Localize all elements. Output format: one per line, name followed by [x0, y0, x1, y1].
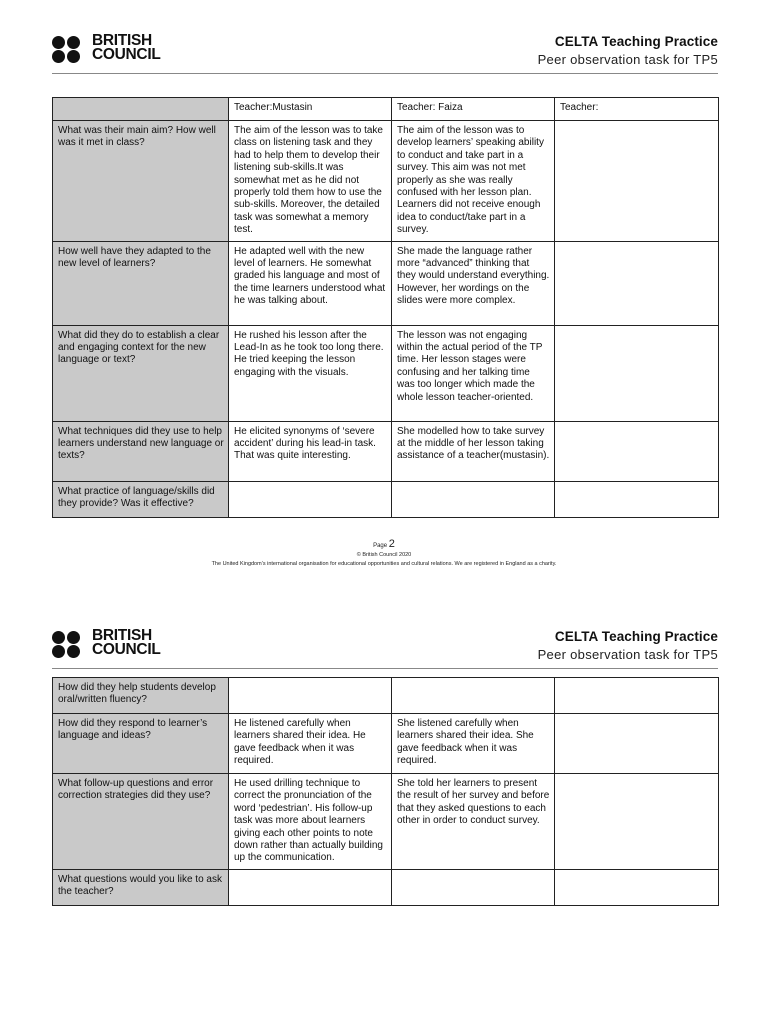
page-header — [52, 31, 718, 74]
answer-cell: She modelled how to take survey at the middle of her lesson taking assistance of a teacher(mustasin). — [392, 421, 555, 481]
charity-statement: The United Kingdom’s international organisation for educational opportunities and cultural relations. We are registered in England as a charity. — [211, 561, 557, 567]
page-footer — [0, 538, 768, 567]
copyright-text: © British Council 2020 — [356, 552, 412, 558]
answer-cell: The aim of the lesson was to take class on listening task and they had to help them to develop their listening sub-skills.It was somewhat met as he did not properly told them how to use the sub-skills. Moreover, the detailed task was somewhat a memory test. — [229, 121, 392, 242]
answer-cell: The aim of the lesson was to develop learners’ speaking ability to conduct and take part in a survey. This aim was not met properly as she was really confused with her lesson plan. Learners did not receive enough idea to conduct/take part in a survey. — [392, 121, 555, 242]
header-teacher-blank: Teacher: — [555, 98, 719, 121]
question-cell: What was their main aim? How well was it met in class? — [53, 121, 229, 242]
question-cell: What follow-up questions and error correction strategies did they use? — [53, 774, 229, 870]
header-titles — [538, 34, 718, 67]
logo-wordmark: BRITISH COUNCIL — [92, 627, 161, 658]
answer-cell — [229, 481, 392, 517]
answer-cell — [392, 481, 555, 517]
british-council-logo — [52, 31, 161, 65]
table-row — [53, 481, 719, 517]
page-header — [52, 626, 718, 669]
question-cell: What did they do to establish a clear and engaging context for the new language or text? — [53, 325, 229, 421]
answer-cell — [392, 870, 555, 906]
answer-cell: He used drilling technique to correct the pronunciation of the word ‘pedestrian’. His follow-up task was more about learners giving each other points to note down rather than actually building up the communication. — [229, 774, 392, 870]
question-cell: What practice of language/skills did they provide? Was it effective? — [53, 481, 229, 517]
page-number: Page 2 — [373, 538, 395, 550]
logo-dots-icon — [52, 629, 88, 657]
question-cell: How did they help students develop oral/written fluency? — [53, 678, 229, 714]
question-cell: What techniques did they use to help learners understand new language or texts? — [53, 421, 229, 481]
answer-cell — [555, 714, 719, 774]
answer-cell — [555, 325, 719, 421]
answer-cell: She told her learners to present the result of her survey and before that they asked questions to each other in order to conduct survey. — [392, 774, 555, 870]
answer-cell: He listened carefully when learners shared their idea. He gave feedback when it was required. — [229, 714, 392, 774]
table-row — [53, 870, 719, 906]
doc-title: CELTA Teaching Practice — [554, 629, 718, 644]
answer-cell: She made the language rather more “advanced” thinking that they would understand everything. However, her wordings on the slides were more complex. — [392, 241, 555, 325]
answer-cell — [555, 774, 719, 870]
observation-table-1 — [52, 97, 719, 518]
answer-cell — [555, 678, 719, 714]
answer-cell — [555, 421, 719, 481]
british-council-logo — [52, 626, 161, 660]
question-cell: How well have they adapted to the new level of learners? — [53, 241, 229, 325]
question-cell: What questions would you like to ask the teacher? — [53, 870, 229, 906]
table-row — [53, 421, 719, 481]
header-teacher-mustasin: Teacher:Mustasin — [229, 98, 392, 121]
logo-dots-icon — [52, 34, 88, 62]
doc-subtitle: Peer observation task for TP5 — [537, 52, 718, 67]
answer-cell — [229, 870, 392, 906]
doc-subtitle: Peer observation task for TP5 — [537, 647, 718, 662]
table-row — [53, 774, 719, 870]
answer-cell: He adapted well with the new level of learners. He somewhat graded his language and most of the time learners understood what he was talking about. — [229, 241, 392, 325]
answer-cell — [555, 870, 719, 906]
doc-title: CELTA Teaching Practice — [554, 34, 718, 49]
answer-cell — [392, 678, 555, 714]
header-titles — [538, 629, 718, 662]
table-row — [53, 325, 719, 421]
table-row — [53, 714, 719, 774]
header-cell-blank — [53, 98, 229, 121]
question-cell: How did they respond to learner’s language and ideas? — [53, 714, 229, 774]
answer-cell — [555, 481, 719, 517]
answer-cell: She listened carefully when learners shared their idea. She gave feedback when it was required. — [392, 714, 555, 774]
logo-wordmark: BRITISH COUNCIL — [92, 32, 161, 63]
answer-cell: The lesson was not engaging within the actual period of the TP time. Her lesson stages were confusing and her talking time was too longer which made the whole lesson teacher-oriented. — [392, 325, 555, 421]
table-row — [53, 241, 719, 325]
answer-cell — [555, 241, 719, 325]
answer-cell: He rushed his lesson after the Lead-In as he took too long there. He tried keeping the lesson engaging with the visuals. — [229, 325, 392, 421]
answer-cell — [555, 121, 719, 242]
answer-cell: He elicited synonyms of ‘severe accident’ during his lead-in task. That was quite interesting. — [229, 421, 392, 481]
answer-cell — [229, 678, 392, 714]
header-teacher-faiza: Teacher: Faiza — [392, 98, 555, 121]
table-row — [53, 678, 719, 714]
observation-table-2 — [52, 677, 719, 906]
table-row — [53, 121, 719, 242]
table-header-row — [53, 98, 719, 121]
